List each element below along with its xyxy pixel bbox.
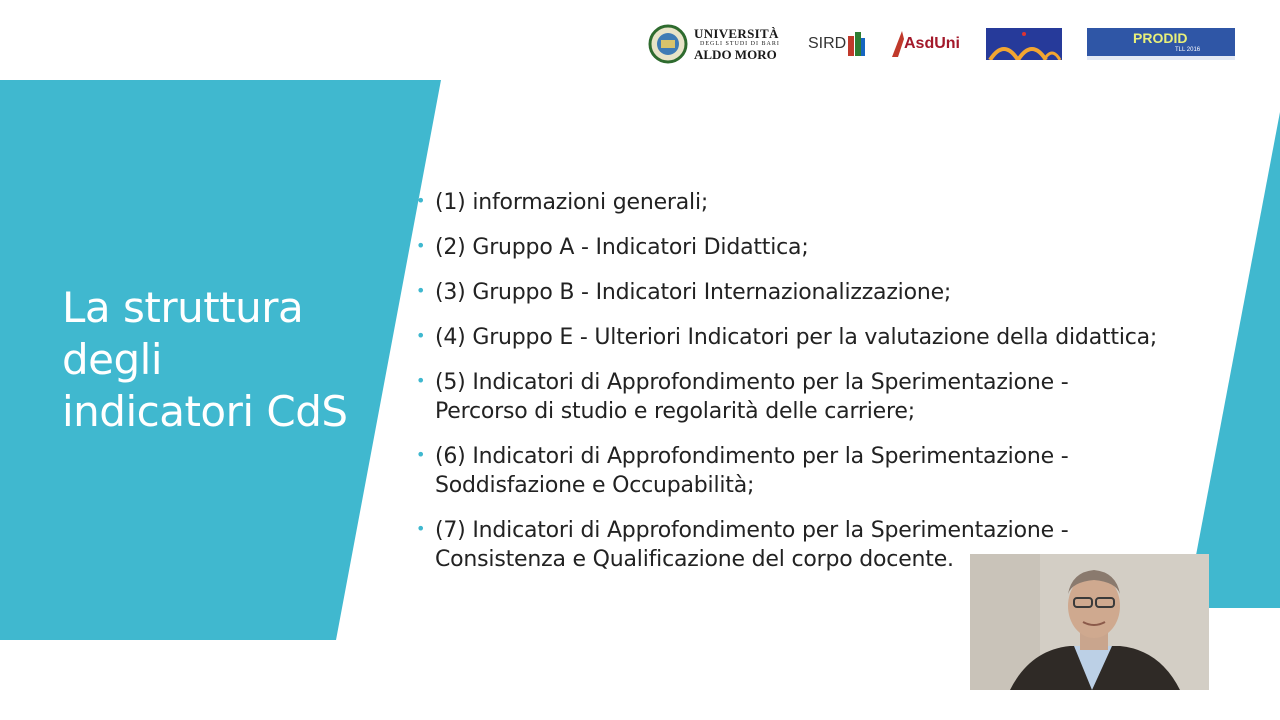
sird-logo xyxy=(808,22,866,66)
bullet-text: • (4) Gruppo E - Ulteriori Indicatori per la valutazione della didattica; xyxy=(435,325,1158,350)
bullet-item xyxy=(416,368,1196,426)
uniba-name-line2: DEGLI STUDI DI BARI xyxy=(700,41,780,47)
uniba-seal-icon xyxy=(648,24,688,64)
right-accent-panel xyxy=(1186,112,1280,608)
bullet-text: • (5) Indicatori di Approfondimento per la Sperimentazione - xyxy=(435,370,1069,395)
presenter-video xyxy=(970,554,1209,690)
bullet-list xyxy=(416,188,1196,590)
bullet-text: Soddisfazione e Occupabilità; xyxy=(435,473,755,498)
uniba-logo xyxy=(648,22,780,66)
slide-title-line: La struttura xyxy=(62,283,304,332)
bullet-text: Percorso di studio e regolarità delle carriere; xyxy=(435,399,915,424)
asduni-text: AsdUni xyxy=(904,35,960,52)
bullet-text: • (6) Indicatori di Approfondimento per la Sperimentazione - xyxy=(435,444,1069,469)
bullet-item xyxy=(416,442,1196,500)
asduni-logo xyxy=(890,22,960,66)
slide-title-line: indicatori CdS xyxy=(62,387,348,436)
arches-icon xyxy=(986,28,1062,60)
uniba-name-line1: UNIVERSITÀ xyxy=(694,26,779,41)
slide-title-line: degli xyxy=(62,335,162,384)
bullet-item xyxy=(416,188,1196,217)
slide-title xyxy=(62,282,362,438)
uniba-name-line3: ALDO MORO xyxy=(694,47,777,62)
prodid-text: PRODID xyxy=(1133,30,1188,46)
bullet-text: • (7) Indicatori di Approfondimento per la Sperimentazione - xyxy=(435,518,1069,543)
prodid-logo xyxy=(1087,22,1235,66)
bullet-item xyxy=(416,233,1196,262)
bullet-text: Consistenza e Qualificazione del corpo docente. xyxy=(435,547,954,572)
logo-bar xyxy=(648,22,1248,66)
bullet-text: • (1) informazioni generali; xyxy=(435,190,709,215)
bullet-text: • (3) Gruppo B - Indicatori Internazionalizzazione; xyxy=(435,280,952,305)
book-icon xyxy=(846,30,866,58)
bullet-item xyxy=(416,278,1196,307)
webcam-overlay xyxy=(970,554,1209,690)
bullet-item xyxy=(416,323,1196,352)
asduni-mark-icon xyxy=(890,29,904,59)
arches-logo xyxy=(986,22,1062,66)
sird-text: SIRD xyxy=(808,35,847,52)
bullet-text: • (2) Gruppo A - Indicatori Didattica; xyxy=(435,235,809,260)
prodid-subtitle: TLL 2016 xyxy=(1175,47,1201,53)
